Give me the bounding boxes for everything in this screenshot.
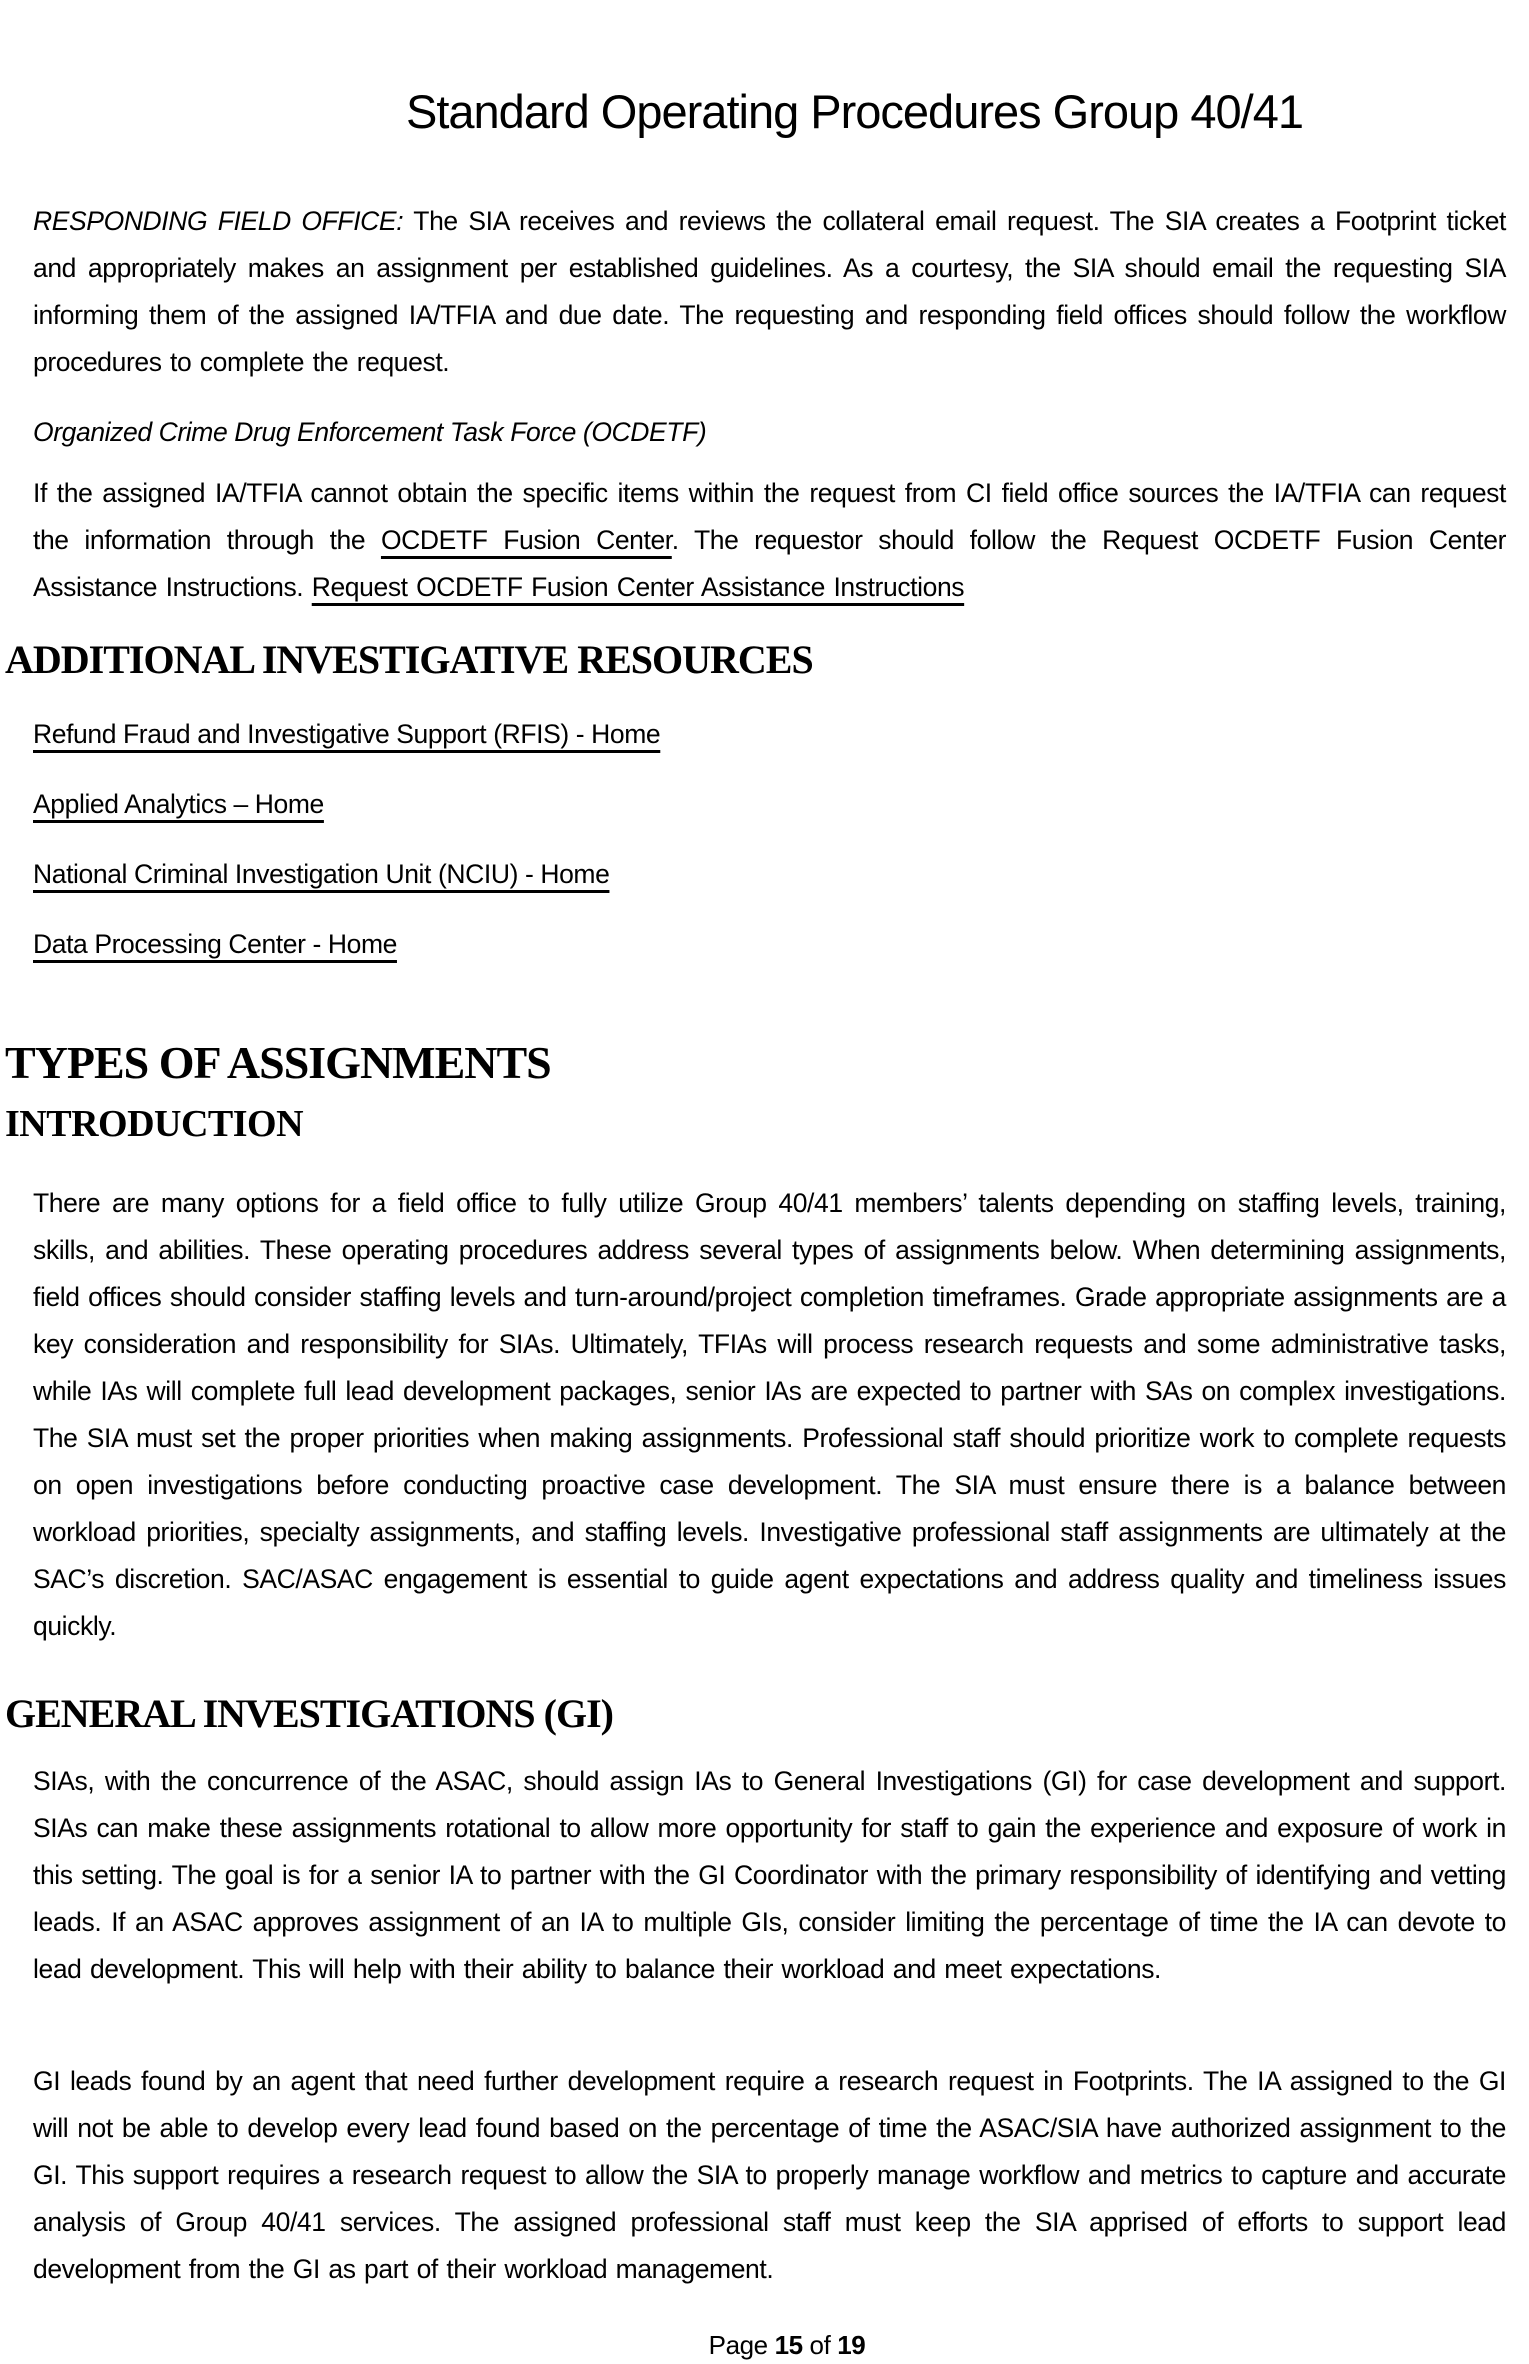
paragraph-general-investigations-2: GI leads found by an agent that need further development require a research request in Footprints. The IA assigned to the GI will not be able to develop every lead found based on the percentage of time the ASAC/SIA have authorized assignment to the GI. This support requires a research request to allow the SIA to properly manage workflow and metrics to capture and accurate analysis of Group 40/41 services. The assigned professional staff must keep the SIA apprised of efforts to support lead development from the GI as part of their workload management. — [33, 2066, 1506, 2284]
subheading-ocdetf: Organized Crime Drug Enforcement Task Force (OCDETF) — [33, 417, 707, 447]
paragraph-introduction: There are many options for a field office to fully utilize Group 40/41 members’ talents depending on staffing levels, training, skills, and abilities. These operating procedures address several types of assignments below. When determining assignments, field offices should consider staffing levels and turn-around/project completion timeframes. Grade appropriate assignments are a key consideration and responsibility for SIAs. Ultimately, TFIAs will process research requests and some administrative tasks, while IAs will complete full lead development packages, senior IAs are expected to partner with SAs on complex investigations. The SIA must set the proper priorities when making assignments. Professional staff should prioritize work to complete requests on open investigations before conducting proactive case development. The SIA must ensure there is a balance between workload priorities, specialty assignments, and staffing levels. Investigative professional staff assignments are ultimately at the SAC’s discretion. SAC/ASAC engagement is essential to guide agent expectations and address quality and timeliness issues quickly. — [33, 1188, 1506, 1641]
link-request-ocdetf-fusion-center-assistance-instructions[interactable]: Request OCDETF Fusion Center Assistance Instructions — [311, 572, 965, 602]
ocdetf-text-between-links: . The requestor should follow the Request OCDETF Fusion Center Assistance Instructions. — [33, 525, 1506, 602]
responding-field-office-text: The SIA receives and reviews the collateral email request. The SIA creates a Footprint ticket and appropriately makes an assignment per established guidelines. As a courtesy, the SIA should email the requesting SIA informing them of the assigned IA/TFIA and due date. The requesting and responding field offices should follow the workflow procedures to complete the request. — [33, 206, 1506, 377]
paragraph-general-investigations-1: SIAs, with the concurrence of the ASAC, should assign IAs to General Investigations (GI) for case development and support. SIAs can make these assignments rotational to allow more opportunity for staff to gain the experience and exposure of work in this setting. The goal is for a senior IA to partner with the GI Coordinator with the primary responsibility of identifying and vetting leads. If an ASAC approves assignment of an IA to multiple GIs, consider limiting the percentage of time the IA can devote to lead development. This will help with their ability to balance their workload and meet expectations. — [33, 1766, 1506, 1984]
link-refund-fraud-and-investigative-support-rfis-home[interactable] — [33, 716, 660, 752]
page-footer — [0, 2330, 1529, 2361]
footer-page-label: Page — [708, 2330, 768, 2360]
ocdetf-text-before-link: If the assigned IA/TFIA cannot obtain the specific items within the request from CI field office sources the IA/TFIA can request the information through the — [33, 478, 1506, 555]
paragraph-ocdetf — [33, 470, 1506, 611]
footer-page-total: 19 — [837, 2330, 866, 2360]
heading-introduction: INTRODUCTION — [5, 1103, 304, 1145]
link-text[interactable]: Applied Analytics – Home — [33, 789, 324, 819]
heading-additional-investigative-resources: ADDITIONAL INVESTIGATIVE RESOURCES — [5, 637, 813, 682]
paragraph-responding-field-office — [33, 198, 1506, 386]
heading-general-investigations-gi: GENERAL INVESTIGATIONS (GI) — [5, 1691, 613, 1736]
link-text[interactable]: National Criminal Investigation Unit (NCIU) - Home — [33, 859, 610, 889]
responding-field-office-label: RESPONDING FIELD OFFICE: — [33, 206, 404, 236]
link-applied-analytics-home[interactable] — [33, 786, 324, 822]
link-national-criminal-investigation-unit-nciu-home[interactable] — [33, 856, 609, 892]
document-title: Standard Operating Procedures Group 40/41 — [406, 85, 1303, 138]
link-ocdetf-fusion-center[interactable]: OCDETF Fusion Center — [380, 525, 672, 555]
link-data-processing-center-home[interactable] — [33, 926, 397, 962]
footer-page-number: 15 — [774, 2330, 803, 2360]
link-text[interactable]: Data Processing Center - Home — [33, 929, 397, 959]
link-text[interactable]: Refund Fraud and Investigative Support (RFIS) - Home — [33, 719, 661, 749]
heading-types-of-assignments: TYPES OF ASSIGNMENTS — [5, 1037, 551, 1088]
footer-of-label: of — [809, 2330, 831, 2360]
